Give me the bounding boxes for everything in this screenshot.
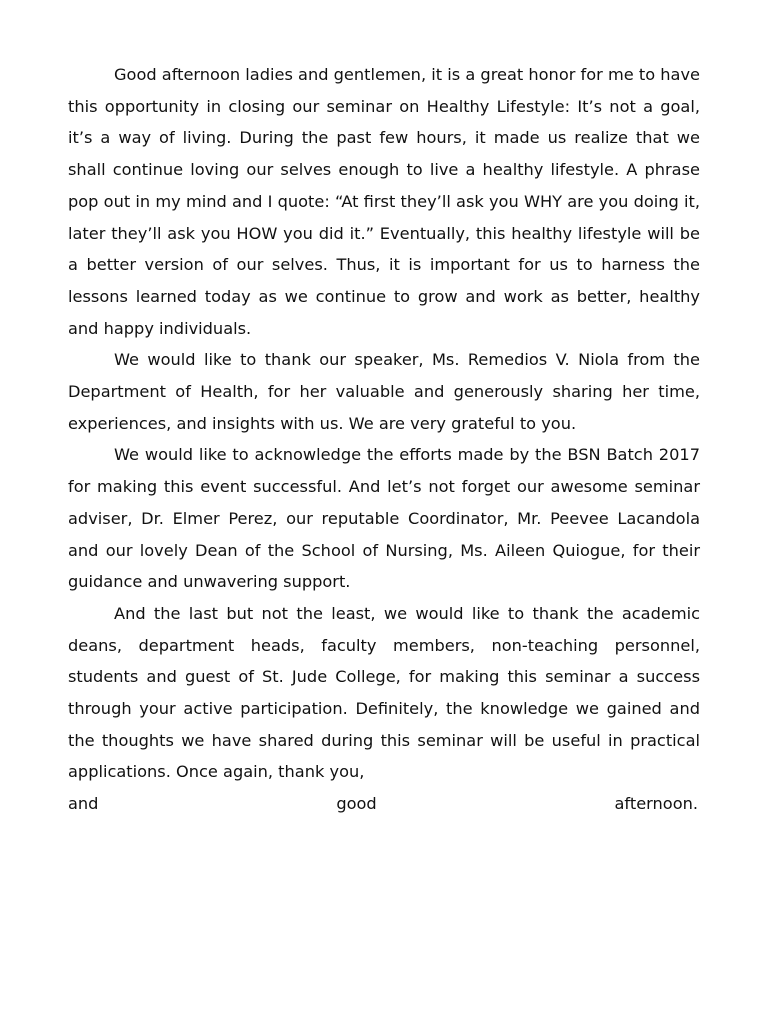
paragraph-opening: Good afternoon ladies and gentlemen, it is a great honor for me to have this opportunity in closing our seminar on Healthy Lifestyle: It’s not a goal, it’s a way of living. During the past few hours, it made us realize that we shall continue loving our selves enough to live a healthy lifestyle. A phrase pop out in my mind and I quote: “At first they’ll ask you WHY are you doing it, later they’ll ask you HOW you did it.” Eventually, this healthy lifestyle will be a better version of our selves. Thus, it is important for us to harness the lessons learned today as we continue to grow and work as better, healthy and happy individuals. — [68, 65, 700, 338]
closing-line — [68, 788, 700, 820]
paragraph-acknowledgements: We would like to acknowledge the efforts made by the BSN Batch 2017 for making this event successful. And let’s not forget our awesome seminar adviser, Dr. Elmer Perez, our reputable Coordinator, Mr. Peevee Lacandola and our lovely Dean of the School of Nursing, Ms. Aileen Quiogue, for their guidance and unwavering support. — [68, 445, 700, 592]
closing-word-good: good — [336, 794, 377, 814]
closing-word-and: and — [68, 794, 99, 814]
paragraph-final-thanks: And the last but not the least, we would like to thank the academic deans, department heads, faculty members, non-teaching personnel, students and guest of St. Jude College, for making this seminar a success through your active participation. Definitely, the knowledge we gained and the thoughts we have shared during this seminar will be useful in practical applications. Once again, thank you, — [68, 603, 700, 782]
paragraph-speaker-thanks: We would like to thank our speaker, Ms. Remedios V. Niola from the Department of Health, for her valuable and generously sharing her time, experiences, and insights with us. We are very grateful to you. — [68, 350, 700, 433]
closing-word-afternoon: afternoon. — [614, 794, 698, 814]
